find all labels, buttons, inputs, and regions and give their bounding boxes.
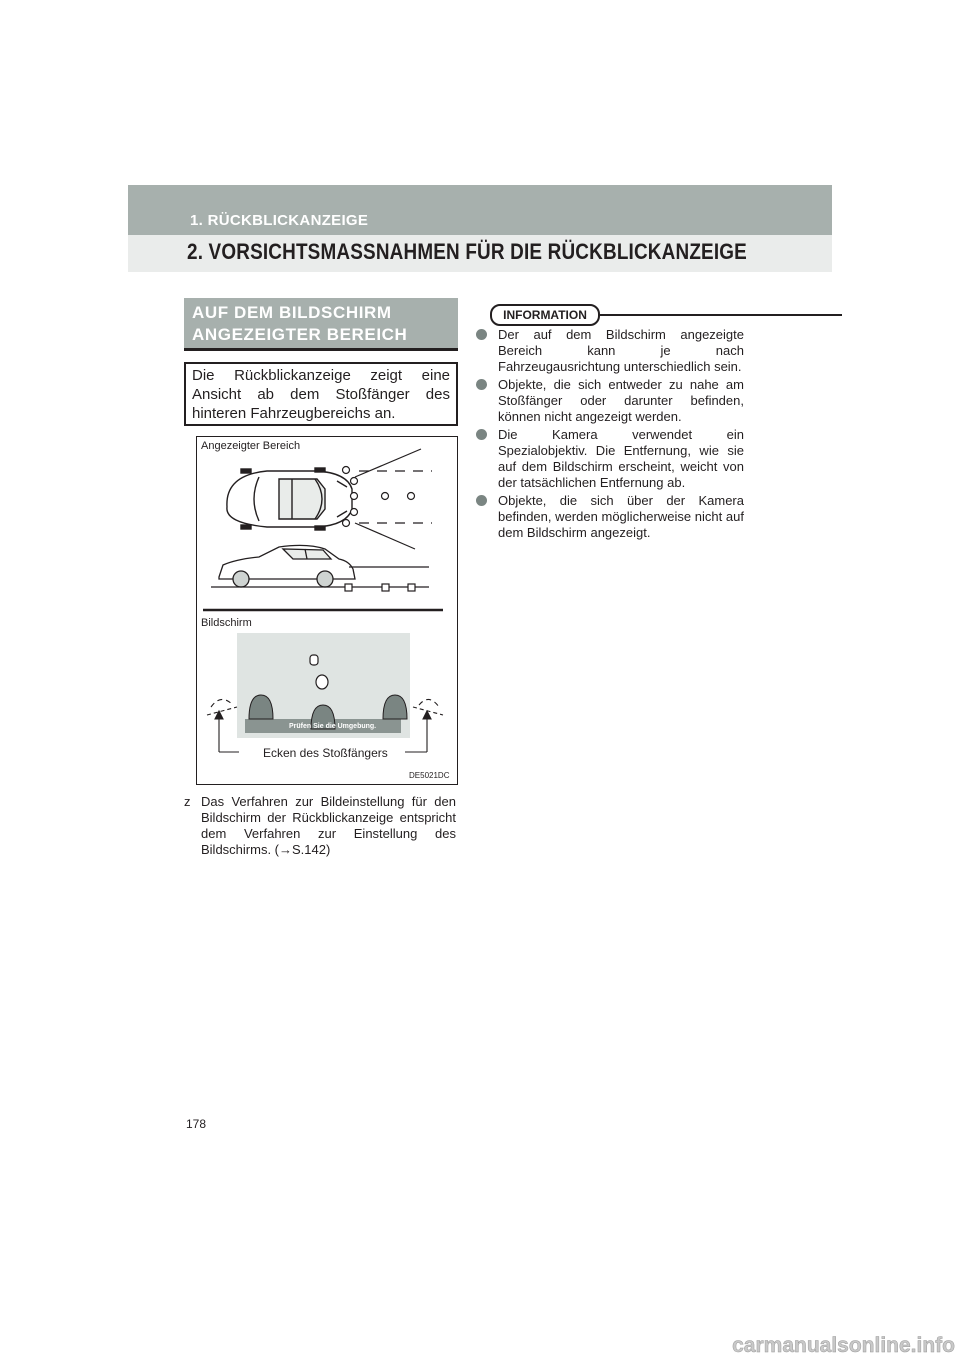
info-item-text: Objekte, die sich entweder zu nahe am Stoßfänger oder darunter befinden, können nicht angezeigt werden. [498,377,744,424]
label-screen: Bildschirm [201,617,252,629]
page-number: 178 [186,1117,207,1131]
intro-text: Die Rückblickanzeige zeigt eine Ansicht ab dem Stoßfänger des hinteren Fahrzeugbereichs an. [192,367,450,422]
label-displayed-area: Angezeigter Bereich [201,440,301,452]
watermark-text: carmanualsonline.info [732,1334,955,1357]
info-item-text: Die Kamera verwendet ein Spezialobjektiv. Die Entfernung, wie sie auf dem Bildschirm erscheint, weicht von der tatsächlichen Entfernung ab. [498,427,744,490]
bullet-mark: z [184,794,191,809]
info-title: INFORMATION [490,304,600,326]
section-heading-line1: AUF DEM BILDSCHIRM [192,303,392,322]
figure-code: DE5021DC [409,771,450,780]
page-title: 2. VORSICHTSMASSNAHMEN FÜR DIE RÜCKBLICKANZEIGE [187,239,747,264]
label-bumper-corners: Ecken des Stoßfängers [263,746,388,760]
bullet-text: Das Verfahren zur Bildeinstellung für den Bildschirm der Rückblickanzeige entspricht dem Verfahren zur Einstellung des Bildschirms. (→S.142) [201,794,456,857]
section-heading-line2: ANGEZEIGTER BEREICH [192,325,408,344]
section-label: 1. RÜCKBLICKANZEIGE [190,212,369,229]
info-item-text: Der auf dem Bildschirm angezeigte Bereich kann je nach Fahrzeugausrichtung unterschiedlich sein. [498,327,744,374]
screen-message: Prüfen Sie die Umgebung. [289,723,377,730]
info-item-text: Objekte, die sich über der Kamera befinden, werden möglicherweise nicht auf dem Bildschirm angezeigt. [498,493,744,540]
